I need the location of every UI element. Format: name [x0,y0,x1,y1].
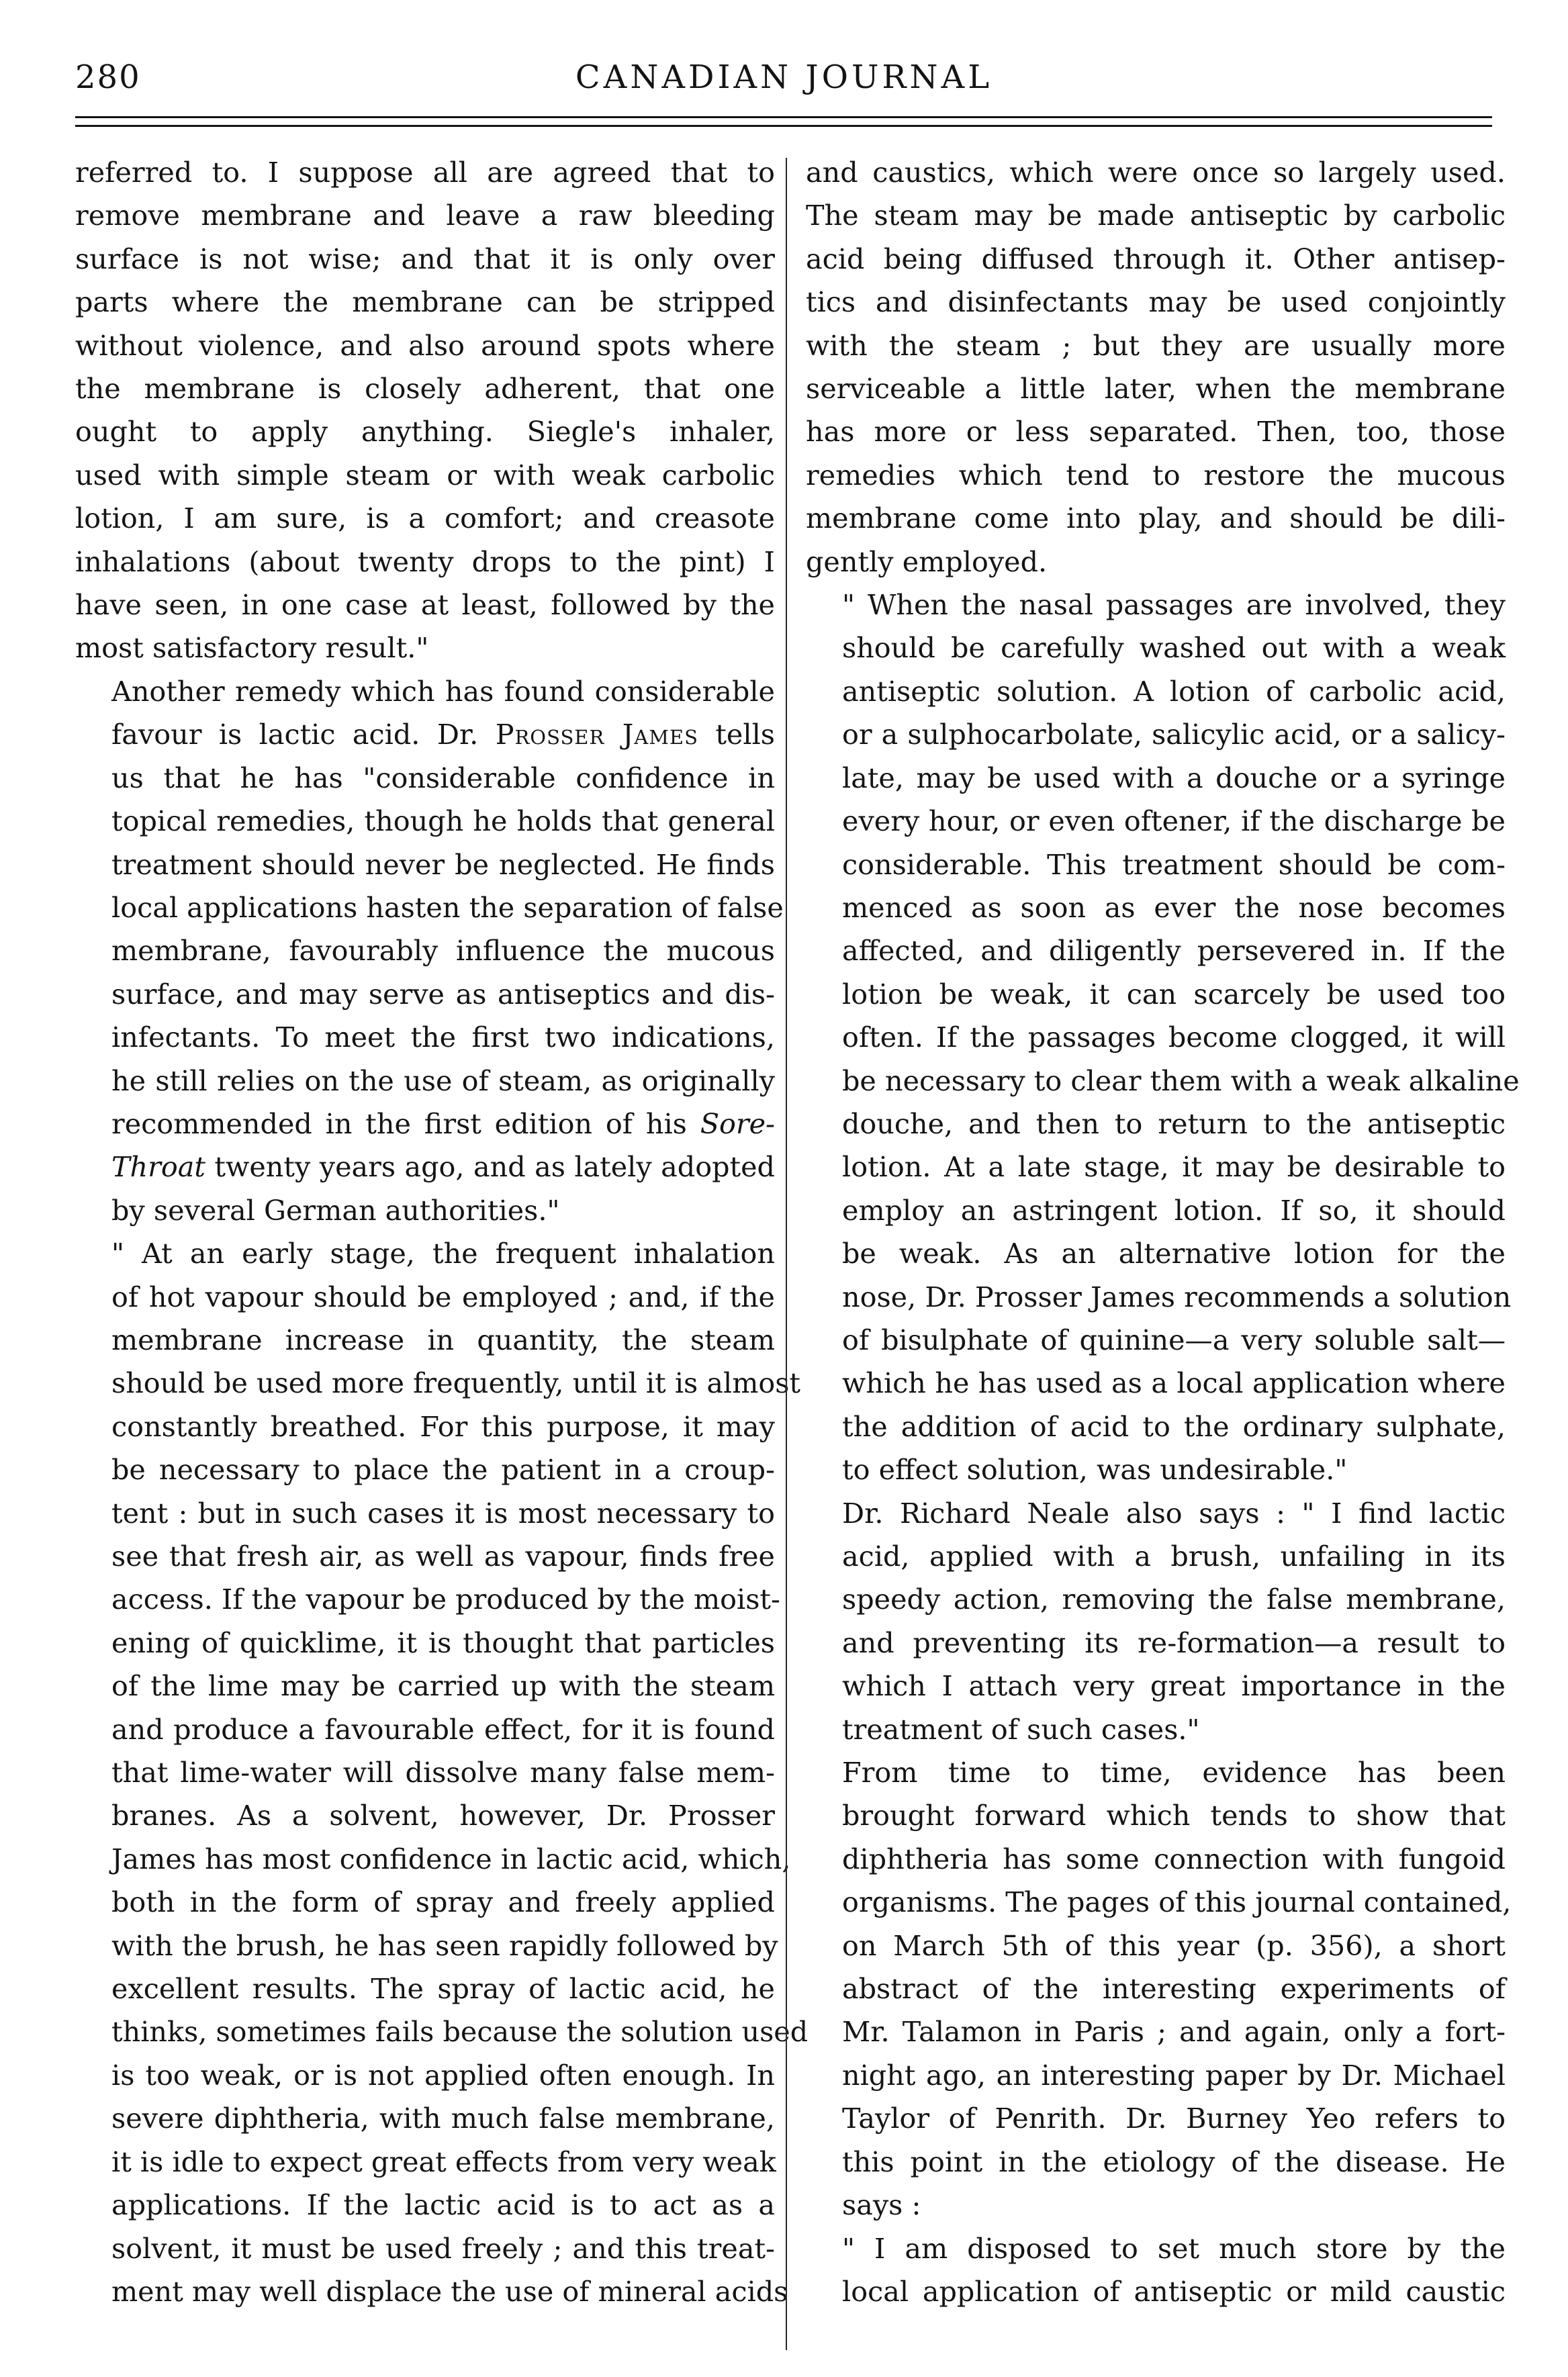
text-line: of the lime may be carried up with the steam [111,1670,775,1703]
text-line: abstract of the interesting experiments of [842,1973,1506,2006]
page-number: 280 [75,58,141,96]
text-line: or a sulphocarbolate, salicylic acid, or a salicy- [842,718,1506,751]
text-line: be weak. As an alternative lotion for the [842,1238,1506,1270]
text-line: considerable. This treatment should be com- [842,848,1506,881]
text-line: speedy action, removing the false membrane, [842,1583,1506,1616]
text-line: used with simple steam or with weak carbolic [75,459,775,492]
text-line: access. If the vapour be produced by the moist- [111,1583,780,1616]
text-line: ening of quicklime, it is thought that particles [111,1626,775,1659]
text-line: every hour, or even oftener, if the discharge be [842,805,1506,838]
text-line: lotion. At a late stage, it may be desirable to [842,1151,1506,1184]
text-fragment: twenty years ago, and as lately adopted [205,1151,775,1184]
text-line: remove membrane and leave a raw bleeding [75,199,775,232]
text-line: antiseptic solution. A lotion of carbolic acid, [842,675,1506,708]
text-line: severe diphtheria, with much false membrane, [111,2102,775,2135]
text-line: which I attach very great importance in the [842,1670,1506,1703]
text-line: treatment of such cases." [842,1713,1200,1746]
text-line: excellent results. The spray of lactic acid, he [111,1973,775,2006]
text-line: lotion, I am sure, is a comfort; and creasote [75,502,775,535]
text-line: nose, Dr. Prosser James recommends a solution [842,1280,1512,1313]
text-line: late, may be used with a douche or a syringe [842,761,1506,794]
paragraph [806,1751,1512,2227]
text-line: and produce a favourable effect, for it is found [111,1713,775,1746]
text-line: be necessary to clear them with a weak alkaline [842,1064,1520,1097]
text-line: membrane come into play, and should be dili- [806,502,1506,535]
text-line: by several German authorities." [111,1194,560,1227]
text-line: see that fresh air, as well as vapour, finds free [111,1540,775,1573]
text-line: surface, and may serve as antiseptics and dis- [111,978,775,1011]
text-line: Mr. Talamon in Paris ; and again, only a fort- [842,2016,1506,2049]
text-line [75,713,775,756]
paragraph [75,1232,809,2313]
text-line: this point in the etiology of the disease. He [842,2145,1506,2178]
text-line: douche, and then to return to the antiseptic [842,1107,1506,1140]
text-line: The steam may be made antiseptic by carbolic [806,199,1506,232]
text-line: should be used more frequently, until it is almost [111,1367,801,1400]
text-line: inhalations (about twenty drops to the pint) I [75,545,775,578]
text-line: both in the form of spray and freely applied [111,1886,775,1919]
text-line: applications. If the lactic acid is to act as a [111,2189,775,2222]
page-header [0,57,1568,111]
running-title: CANADIAN JOURNAL [575,58,993,96]
text-line: most satisfactory result." [75,632,429,665]
text-line: James has most confidence in lactic acid, which, [111,1843,791,1875]
left-column [75,151,809,2313]
text-line [75,1103,775,1146]
text-line: night ago, an interesting paper by Dr. Michael [842,2059,1506,2092]
text-line: has more or less separated. Then, too, those [806,416,1506,449]
text-line: of hot vapour should be employed ; and, if the [111,1280,775,1313]
text-line: surface is not wise; and that it is only over [75,242,775,275]
text-line: is too weak, or is not applied often enough. In [111,2059,775,2092]
book-title: Sore- [700,1107,775,1140]
text-line: From time to time, evidence has been [842,1757,1506,1789]
text-line: serviceable a little later, when the membrane [806,373,1506,406]
text-line: tent : but in such cases it is most necessary to [111,1497,775,1530]
text-line: on March 5th of this year (p. 356), a short [842,1929,1506,1962]
text-line: " When the nasal passages are involved, they [842,589,1506,622]
text-line: gently employed. [806,545,1048,578]
paragraph [806,1492,1506,1751]
header-rule-top [75,116,1492,118]
text-line: topical remedies, though he holds that general [111,805,775,838]
text-fragment: tells [698,718,775,751]
paragraph [75,670,784,1232]
text-line: tics and disinfectants may be used conjointly [806,286,1506,319]
paragraph [806,584,1520,1492]
column-divider [786,158,787,2350]
text-line: parts where the membrane can be stripped [75,286,775,319]
text-line: he still relies on the use of steam, as originally [111,1064,775,1097]
text-line: membrane increase in quantity, the steam [111,1323,775,1356]
text-line: without violence, and also around spots where [75,329,775,362]
text-line: ought to apply anything. Siegle's inhaler, [75,416,775,449]
text-line: the addition of acid to the ordinary sulphate, [842,1410,1506,1443]
text-line: brought forward which tends to show that [842,1800,1506,1832]
text-line: be necessary to place the patient in a croup- [111,1454,775,1487]
text-line: lotion be weak, it can scarcely be used too [842,978,1506,1011]
paragraph [806,151,1506,584]
text-line: referred to. I suppose all are agreed that to [75,156,775,189]
header-rule-bottom [75,125,1492,127]
text-line: should be carefully washed out with a weak [842,632,1506,665]
text-line: which he has used as a local application where [842,1367,1506,1400]
text-line: to effect solution, was undesirable." [842,1454,1348,1487]
text-line: remedies which tend to restore the mucous [806,459,1506,492]
text-line: and caustics, which were once so largely used. [806,156,1506,189]
text-line: ment may well displace the use of mineral acids [111,2275,788,2308]
text-line: the membrane is closely adherent, that one [75,373,775,406]
author-name: Prosser James [495,718,698,751]
text-line: acid, applied with a brush, unfailing in its [842,1540,1506,1573]
text-line: often. If the passages become clogged, it will [842,1021,1506,1054]
text-line: " I am disposed to set much store by the [842,2232,1506,2265]
text-line: affected, and diligently persevered in. If the [842,935,1506,968]
text-line: employ an astringent lotion. If so, it should [842,1194,1506,1227]
text-line: that lime-water will dissolve many false mem- [111,1757,775,1789]
text-line: Taylor of Penrith. Dr. Burney Yeo refers to [842,2102,1506,2135]
text-line: infectants. To meet the first two indications, [111,1021,775,1054]
text-line: " At an early stage, the frequent inhalation [111,1238,775,1270]
text-line: menced as soon as ever the nose becomes [842,891,1506,924]
text-line: membrane, favourably influence the mucous [111,935,775,968]
text-line: have seen, in one case at least, followed by the [75,589,775,622]
text-line: organisms. The pages of this journal contained, [842,1886,1512,1919]
text-line: of bisulphate of quinine—a very soluble salt— [842,1323,1506,1356]
paragraph [75,151,775,670]
text-fragment: recommended in the first edition of his [111,1107,687,1140]
text-line: us that he has "considerable confidence in [111,761,775,794]
paragraph [806,2227,1506,2314]
text-line [75,1146,775,1188]
text-line: diphtheria has some connection with fungoid [842,1843,1506,1875]
text-line: thinks, sometimes fails because the solution used [111,2016,809,2049]
text-line: branes. As a solvent, however, Dr. Prosser [111,1800,775,1832]
text-line: constantly breathed. For this purpose, it may [111,1410,775,1443]
text-line: with the brush, he has seen rapidly followed by [111,1929,778,1962]
text-line: Dr. Richard Neale also says : " I find lactic [842,1497,1506,1530]
text-fragment: favour is lactic acid. Dr. [111,718,479,751]
right-column [806,151,1520,2313]
text-line: says : [842,2189,921,2222]
text-line: with the steam ; but they are usually more [806,329,1506,362]
text-line: it is idle to expect great effects from very weak [111,2145,776,2178]
text-line: and preventing its re-formation—a result to [842,1626,1506,1659]
text-line: treatment should never be neglected. He finds [111,848,775,881]
text-line: Another remedy which has found considerable [111,675,775,708]
text-line: local application of antiseptic or mild caustic [842,2275,1506,2308]
book-title: Throat [111,1151,205,1184]
text-line: acid being diffused through it. Other antisep- [806,242,1506,275]
text-line: solvent, it must be used freely ; and this treat- [111,2232,775,2265]
text-line: local applications hasten the separation of false [111,891,784,924]
